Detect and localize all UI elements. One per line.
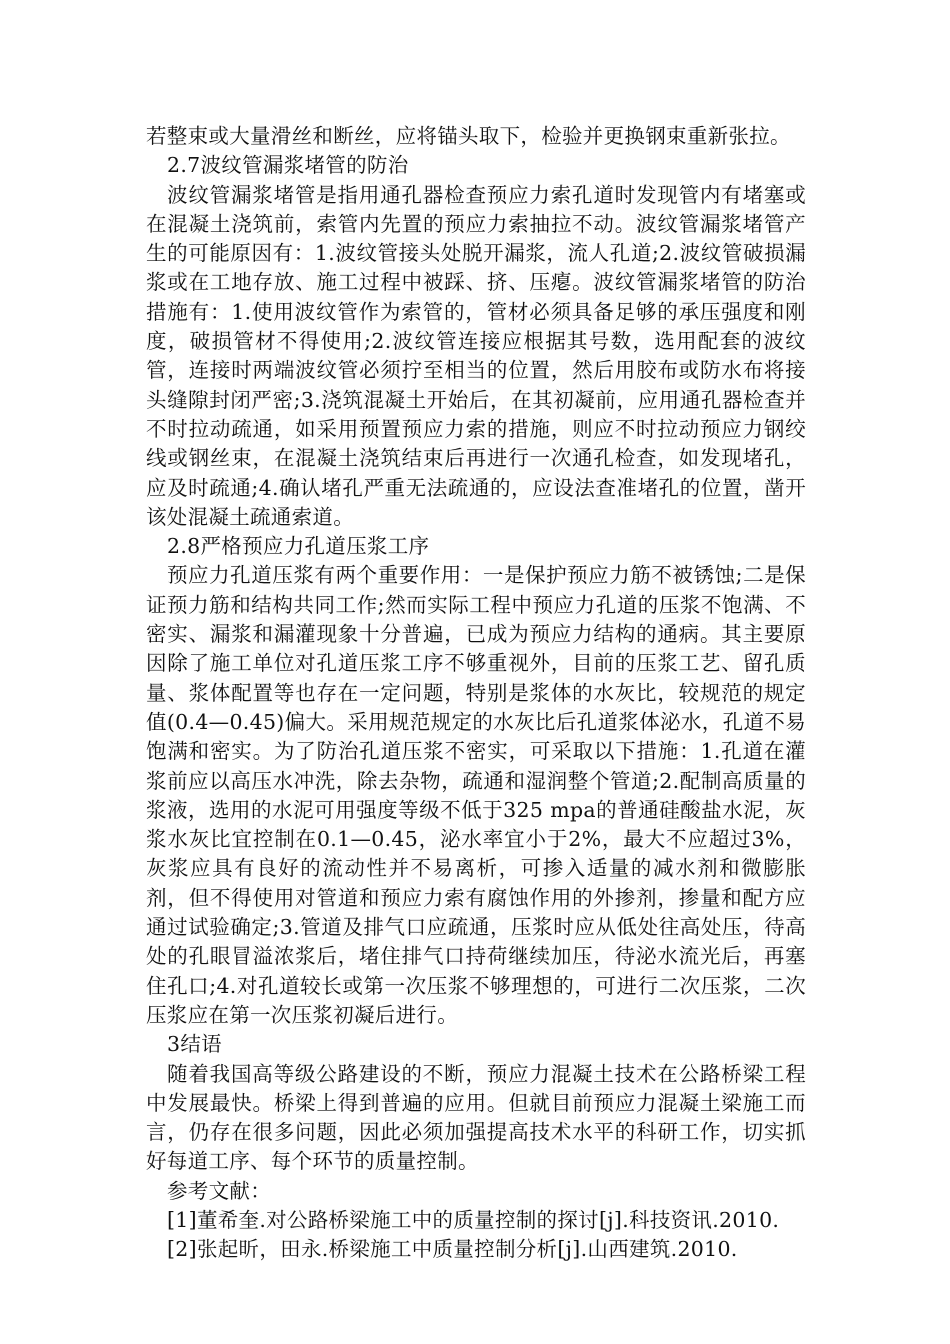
reference-item-1: [1]董希奎.对公路桥梁施工中的质量控制的探讨[j].科技资讯.2010. (167, 1207, 780, 1232)
document-page (146, 122, 806, 1265)
section-heading-2-8: 2.8严格预应力孔道压浆工序 (167, 534, 430, 559)
paragraph-conclusion: 随着我国高等级公路建设的不断，预应力混凝土技术在公路桥梁工程中发展最快。桥梁上得到普遍的应用。但就目前预应力混凝土梁施工而言，仍存在很多问题，因此必须加强提高技术水平的科研工作，切实抓好每道工序、每个环节的质量控制。 (146, 1061, 806, 1174)
paragraph-grouting: 预应力孔道压浆有两个重要作用：一是保护预应力筋不被锈蚀;二是保证预力筋和结构共同工作;然而实际工程中预应力孔道的压浆不饱满、不密实、漏浆和漏灌现象十分普遍，已成为预应力结构的通病。其主要原因除了施工单位对孔道压浆工序不够重视外，目前的压浆工艺、留孔质量、浆体配置等也存在一定问题，特别是浆体的水灰比，较规范的规定值(0.4—0.45)偏大。采用规范规定的水灰比后孔道浆体泌水，孔道不易饱满和密实。为了防治孔道压浆不密实，可采取以下措施：1.孔道在灌浆前应以高压水冲洗，除去杂物，疏通和湿润整个管道;2.配制高质量的浆液，选用的水泥可用强度等级不低于325 mpa的普通硅酸盐水泥，灰浆水灰比宜控制在0.1—0.45，泌水率宜小于2%，最大不应超过3%，灰浆应具有良好的流动性并不易离析，可掺入适量的减水剂和微膨胀剂，但不得使用对管道和预应力索有腐蚀作用的外掺剂，掺量和配方应通过试验确定;3.管道及排气口应疏通，压浆时应从低处往高处压，待高处的孔眼冒溢浓浆后，堵住排气口持荷继续加压，待泌水流光后，再塞住孔口;4.对孔道较长或第一次压浆不够理想的，可进行二次压浆，二次压浆应在第一次压浆初凝后进行。 (146, 563, 806, 1027)
references-heading: 参考文献： (167, 1178, 271, 1203)
section-heading-2-7: 2.7波纹管漏浆堵管的防治 (167, 153, 409, 178)
reference-item-2: [2]张起昕，田永.桥梁施工中质量控制分析[j].山西建筑.2010. (167, 1237, 738, 1262)
paragraph-continued: 若整束或大量滑丝和断丝，应将锚头取下，检验并更换钢束重新张拉。 (146, 124, 791, 148)
section-heading-conclusion: 3结语 (167, 1032, 222, 1057)
paragraph-corrugated-pipe: 波纹管漏浆堵管是指用通孔器检查预应力索孔道时发现管内有堵塞或在混凝土浇筑前，索管内先置的预应力索抽拉不动。波纹管漏浆堵管产生的可能原因有：1.波纹管接头处脱开漏浆，流人孔道;2.波纹管破损漏浆或在工地存放、施工过程中被踩、挤、压瘪。波纹管漏浆堵管的防治措施有：1.使用波纹管作为索管的，管材必须具备足够的承压强度和刚度，破损管材不得使用;2.波纹管连接应根据其号数，选用配套的波纹管，连接时两端波纹管必须拧至相当的位置，然后用胶布或防水布将接头缝隙封闭严密;3.浇筑混凝土开始后，在其初凝前，应用通孔器检查并不时拉动疏通，如采用预置预应力索的措施，则应不时拉动预应力钢绞线或钢丝束，在混凝土浇筑结束后再进行一次通孔检查，如发现堵孔，应及时疏通;4.确认堵孔严重无法疏通的，应设法查准堵孔的位置，凿开该处混凝土疏通索道。 (146, 182, 806, 529)
